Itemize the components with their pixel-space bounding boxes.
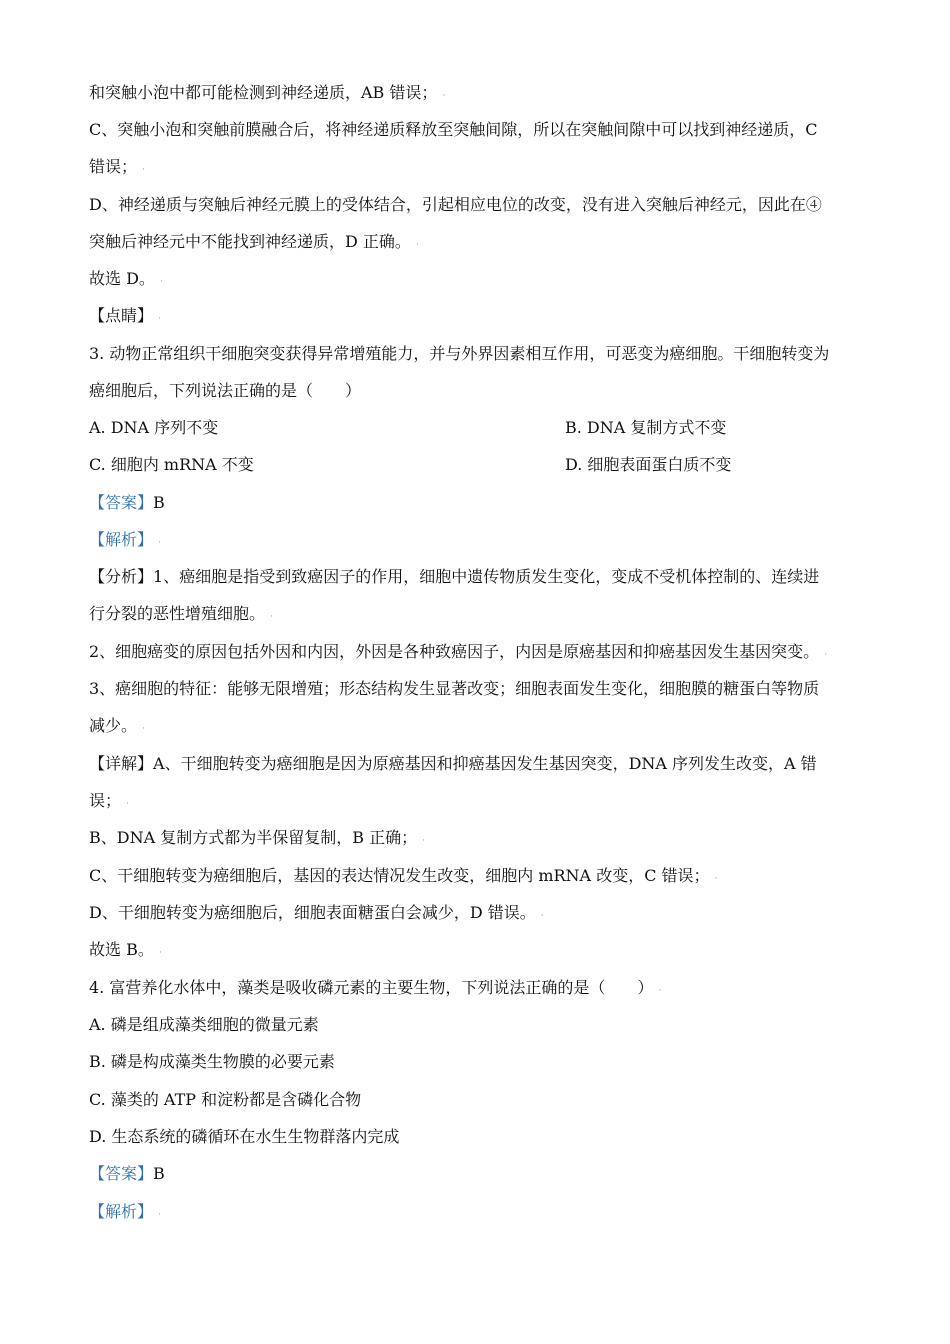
question-3-options-row — [89, 455, 890, 475]
conclusion-line: 故选 D。 · — [89, 269, 163, 288]
question-4-stem: 4. 富营养化水体中，藻类是吸收磷元素的主要生物，下列说法正确的是（ ） · — [89, 978, 662, 997]
text-line: 和突触小泡中都可能检测到神经递质，AB 错误； · — [89, 83, 446, 102]
jiexi-3-heading: 【解析】 · — [89, 530, 161, 549]
text-line: 突触后神经元中不能找到神经递质，D 正确。 · — [89, 232, 419, 251]
analysis-line: 减少。 · — [89, 716, 145, 735]
option-c: C. 细胞内 mRNA 不变 — [89, 455, 254, 474]
option-a: A. 磷是组成藻类细胞的微量元素 — [89, 1015, 319, 1034]
answer-4: 【答案】B — [89, 1164, 165, 1183]
analysis-line: 2、细胞癌变的原因包括外因和内因，外因是各种致癌因子，内因是原癌基因和抑癌基因发生基因突变。 · — [89, 642, 828, 661]
analysis-line: 【分析】1、癌细胞是指受到致癌因子的作用，细胞中遗传物质发生变化，变成不受机体控制的、连续进 — [89, 567, 820, 586]
detail-line: 【详解】A、干细胞转变为癌细胞是因为原癌基因和抑癌基因发生基因突变，DNA 序列发生改变，A 错 — [89, 754, 817, 773]
detail-line: C、干细胞转变为癌细胞后，基因的表达情况发生改变，细胞内 mRNA 改变，C 错误； · — [89, 866, 718, 885]
option-c: C. 藻类的 ATP 和淀粉都是含磷化合物 — [89, 1090, 362, 1109]
dianjing-heading: 【点睛】 · — [89, 306, 161, 325]
text-line: D、神经递质与突触后神经元膜上的受体结合，引起相应电位的改变，没有进入突触后神经元，因此在④ — [89, 195, 822, 214]
question-3-stem: 癌细胞后，下列说法正确的是（ ） — [89, 381, 362, 400]
detail-line: 误； · — [89, 791, 129, 810]
text-line: C、突触小泡和突触前膜融合后，将神经递质释放至突触间隙，所以在突触间隙中可以找到神经递质，C — [89, 120, 818, 139]
detail-line: D、干细胞转变为癌细胞后，细胞表面糖蛋白会减少，D 错误。 · — [89, 903, 544, 922]
option-b: B. DNA 复制方式不变 — [565, 418, 727, 437]
analysis-line: 行分裂的恶性增殖细胞。 · — [89, 604, 273, 623]
question-3-stem: 3. 动物正常组织干细胞突变获得异常增殖能力，并与外界因素相互作用，可恶变为癌细胞。干细胞转变为 — [89, 344, 830, 363]
option-b: B. 磷是构成藻类生物膜的必要元素 — [89, 1052, 335, 1071]
option-d: D. 细胞表面蛋白质不变 — [565, 455, 732, 474]
question-3-options-row — [89, 418, 890, 438]
detail-line: B、DNA 复制方式都为半保留复制，B 正确； · — [89, 828, 426, 847]
analysis-line: 3、癌细胞的特征：能够无限增殖；形态结构发生显著改变；细胞表面发生变化，细胞膜的糖蛋白等物质 — [89, 679, 820, 698]
option-a: A. DNA 序列不变 — [89, 418, 219, 437]
conclusion-line: 故选 B。 · — [89, 940, 162, 959]
option-d: D. 生态系统的磷循环在水生生物群落内完成 — [89, 1127, 400, 1146]
text-line: 错误； · — [89, 157, 145, 176]
answer-3: 【答案】B — [89, 493, 165, 512]
jiexi-4-heading: 【解析】 · — [89, 1202, 161, 1221]
